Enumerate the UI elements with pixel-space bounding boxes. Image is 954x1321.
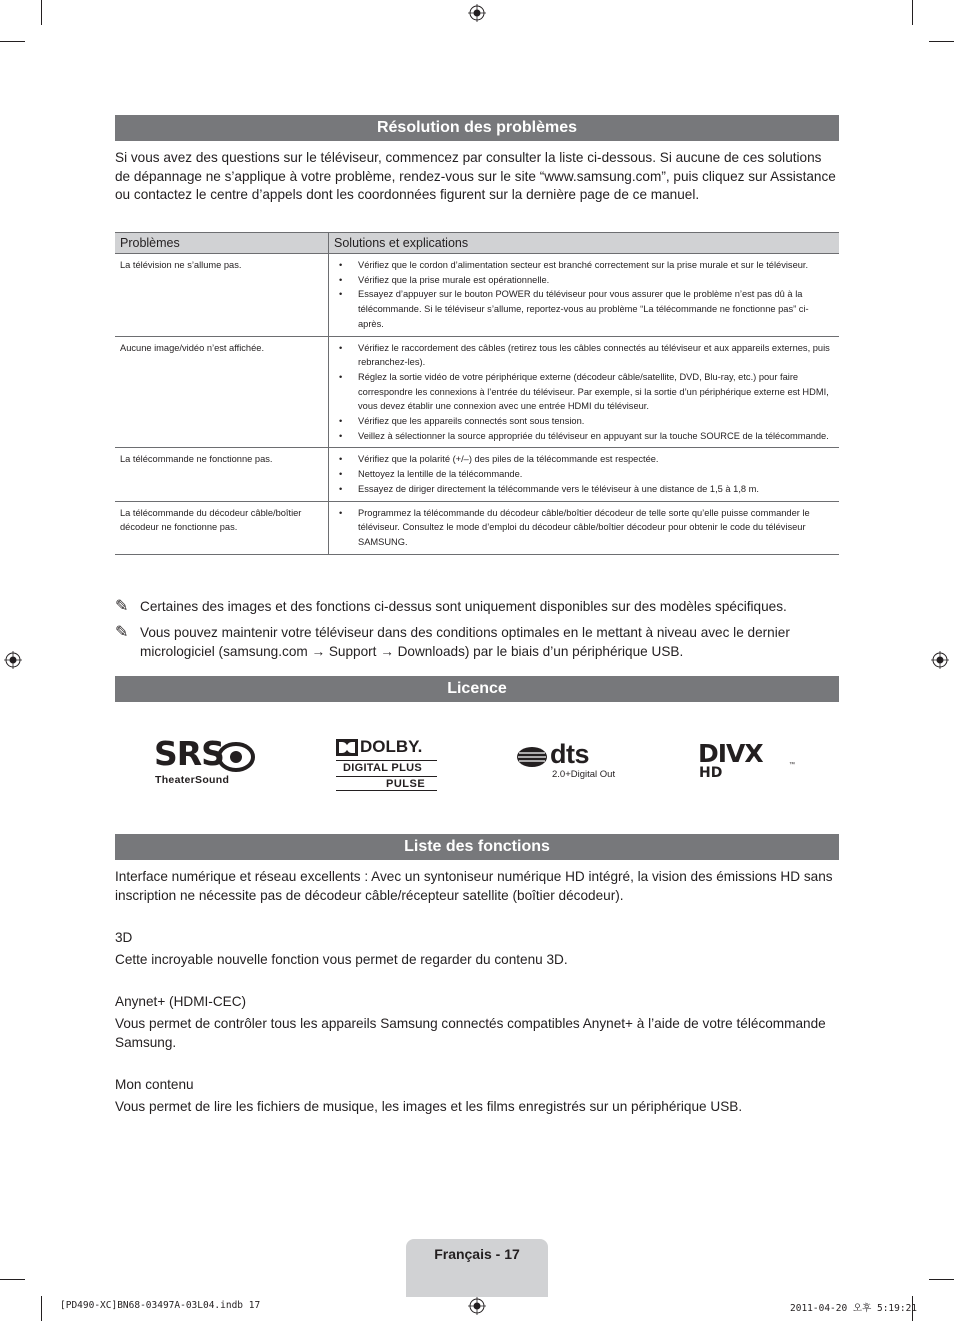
pencil-note-icon: ✎ [115,598,129,615]
dolby-brand-text: DOLBY. [360,737,423,756]
crop-mark [929,1279,954,1280]
solution-item: • Programmez la télécommande du décodeur câble/boîtier décodeur de telle sorte qu’elle puisse commander le téléviseur. Consultez le mode d’emploi du décodeur câble/boîtier décodeur pour obtenir le code du téléviseur SAMSUNG. [358,506,834,550]
divider [336,790,437,791]
solutions-cell [329,448,840,501]
crop-mark [929,41,954,42]
problem-cell: Aucune image/vidéo n’est affichée. [115,336,329,448]
solution-item: • Essayez de diriger directement la télécommande vers le téléviseur à une distance de 1,5 à 1,8 m. [358,482,834,497]
solutions-list [334,258,834,332]
solution-item: • Essayez d’appuyer sur le bouton POWER du téléviseur pour vous assurer que le problème n’est pas dû à la télécommande. Si le téléviseur s’allume, reportez-vous au problème “La télécommande ne fonctionne pas” ci-après. [358,287,834,331]
srs-theatersound-logo [154,734,258,791]
solutions-list [334,341,834,444]
divx-tm-text: ™ [789,762,795,768]
registration-mark-icon [468,1297,486,1315]
solutions-cell [329,336,840,448]
dolby-line1-text: DIGITAL PLUS [343,762,422,774]
dts-wave-icon [516,746,548,768]
dolby-double-d-icon [336,739,358,756]
table-row [115,336,839,448]
problem-cell: La télévision ne s’allume pas. [115,254,329,337]
print-date-info: 2011-04-20 오후 5:19:21 [790,1303,918,1314]
registration-mark-icon [4,651,22,669]
table-body [115,254,839,555]
registration-mark-icon [931,651,949,669]
divider [336,776,437,777]
features-intro: Interface numérique et réseau excellents : Avec un syntoniseur numérique HD intégré, la vision des émissions HD sans inscription ne nécessite pas de décodeur câble/récepteur satellite (boîtier décodeur). [115,869,833,903]
feature-heading: 3D [115,930,133,945]
divx-sub-text: HD [699,765,723,781]
solution-item: • Réglez la sortie vidéo de votre périphérique externe (décodeur câble/satellite, DVD, Blu-ray, etc.) pour faire correspondre les connexions à l’entrée du téléviseur. Par exemple, si la sortie d’un périphérique externe est HDMI, vous devez établir une connexion avec une entrée HDMI du téléviseur. [358,370,834,414]
solutions-cell [329,254,840,337]
solution-item: • Vérifiez que le cordon d’alimentation secteur est branché correctement sur la prise murale et sur le téléviseur. [358,258,834,273]
note-text: Vous pouvez maintenir votre téléviseur dans des conditions optimales en le mettant à niveau avec le dernier micrologiciel (samsung.com → Support → Downloads) par le biais d’un périphérique USB. [140,625,790,659]
licence-heading: Licence [115,676,839,702]
crop-mark [41,1296,42,1321]
divider [336,760,437,761]
solution-item: • Vérifiez que la polarité (+/–) des piles de la télécommande est respectée. [358,452,834,467]
column-header-solutions: Solutions et explications [329,233,840,254]
table-row [115,501,839,554]
divx-hd-logo [698,739,798,784]
feature-description: Vous permet de contrôler tous les appareils Samsung connectés compatibles Anynet+ à l’aide de votre télécommande Samsung. [115,1016,826,1050]
crop-mark [0,41,25,42]
feature-heading: Mon contenu [115,1077,194,1092]
troubleshooting-heading: Résolution des problèmes [115,115,839,141]
dolby-digital-plus-logo [336,739,437,791]
table-row [115,254,839,337]
feature-heading: Anynet+ (HDMI-CEC) [115,994,247,1009]
dolby-line2-text: PULSE [386,778,426,790]
table-row [115,448,839,501]
crop-mark [41,0,42,25]
solution-item: • Vérifiez que la prise murale est opérationnelle. [358,273,834,288]
problem-cell: La télécommande ne fonctionne pas. [115,448,329,501]
solution-item: • Veillez à sélectionner la source appropriée du téléviseur en appuyant sur la touche SOURCE de la télécommande. [358,429,834,444]
troubleshooting-table [115,232,839,555]
feature-description: Vous permet de lire les fichiers de musique, les images et les films enregistrés sur un périphérique USB. [115,1099,743,1114]
srs-sub-text: TheaterSound [155,774,230,786]
solutions-list [334,506,834,550]
note [115,623,839,661]
troubleshooting-intro: Si vous avez des questions sur le téléviseur, commencez par consulter la liste ci-dessous. Si aucune de ces solutions de dépannage ne s’applique à votre problème, rendez-vous sur le site “www.samsung.com”, puis cliquez sur Assistance ou contactez le centre d’appels dont les coordonnées figurent sur la dernière page de ce manuel. [115,150,836,203]
solutions-list [334,452,834,496]
solution-item: • Nettoyez la lentille de la télécommande. [358,467,834,482]
solution-item: • Vérifiez le raccordement des câbles (retirez tous les câbles connectés au téléviseur et aux appareils externes, puis rebranchez-les). [358,341,834,370]
table-header-row [115,233,839,254]
solutions-cell [329,501,840,554]
dts-digital-out-logo [516,739,620,784]
features-heading: Liste des fonctions [115,834,839,860]
solution-item: • Vérifiez que les appareils connectés sont sous tension. [358,414,834,429]
divx-brand-text: DIVX [698,739,763,768]
problem-cell: La télécommande du décodeur câble/boîtier décodeur ne fonctionne pas. [115,501,329,554]
column-header-problems: Problèmes [115,233,329,254]
registration-mark-icon [468,4,486,22]
srs-eye-icon [216,741,256,773]
feature-description: Cette incroyable nouvelle fonction vous permet de regarder du contenu 3D. [115,952,568,967]
page-number: Français - 17 [434,1246,520,1262]
srs-logo-text: SRS [154,734,224,773]
note-text: Certaines des images et des fonctions ci-dessus sont uniquement disponibles sur des modèles spécifiques. [140,599,787,614]
print-file-info: [PD490-XC]BN68-03497A-03L04.indb 17 [60,1300,261,1311]
note [115,597,839,616]
dts-brand-text: dts [550,739,589,769]
crop-mark [912,0,913,25]
pencil-note-icon: ✎ [115,624,129,641]
crop-mark [0,1279,25,1280]
dts-sub-text: 2.0+Digital Out [552,769,616,780]
